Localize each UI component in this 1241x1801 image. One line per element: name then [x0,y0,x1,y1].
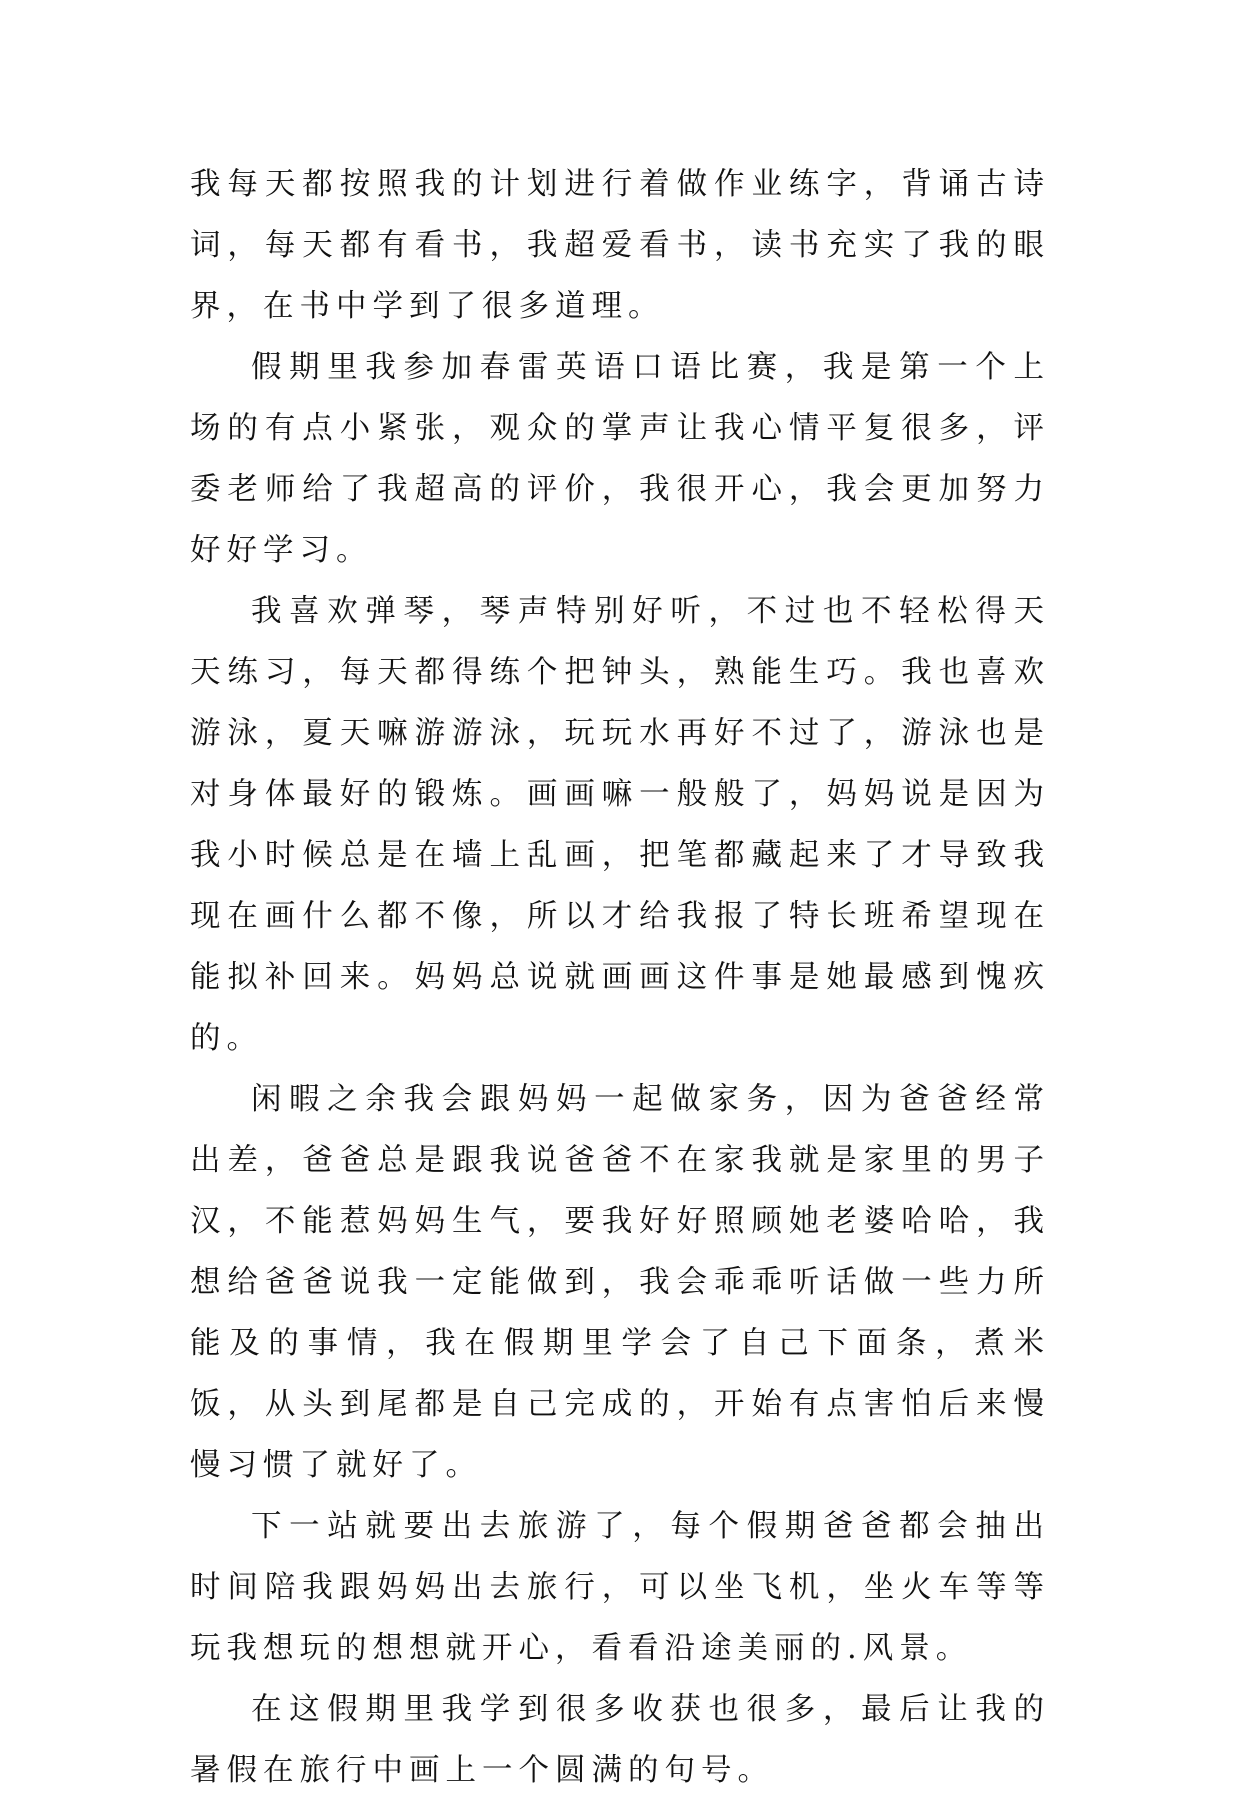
paragraph-english-contest: 假期里我参加春雷英语口语比赛，我是第一个上场的有点小紧张，观众的掌声让我心情平复很多，评委老师给了我超高的评价，我很开心，我会更加努力好好学习。 [190,350,1050,568]
paragraph-hobbies: 我喜欢弹琴，琴声特别好听，不过也不轻松得天天练习，每天都得练个把钟头，熟能生巧。我也喜欢游泳，夏天嘛游游泳，玩玩水再好不过了，游泳也是对身体最好的锻炼。画画嘛一般般了，妈妈说是因为我小时候总是在墙上乱画，把笔都藏起来了才导致我现在画什么都不像，所以才给我报了特长班希望现在能拟补回来。妈妈总说就画画这件事是她最感到愧疚的。 [190,594,1050,1056]
paragraph-travel: 下一站就要出去旅游了，每个假期爸爸都会抽出时间陪我跟妈妈出去旅行，可以坐飞机，坐火车等等玩我想玩的想想就开心，看看沿途美丽的.风景。 [190,1509,1050,1666]
paragraph-housework: 闲暇之余我会跟妈妈一起做家务，因为爸爸经常出差，爸爸总是跟我说爸爸不在家我就是家里的男子汉，不能惹妈妈生气，要我好好照顾她老婆哈哈，我想给爸爸说我一定能做到，我会乖乖听话做一些力所能及的事情，我在假期里学会了自己下面条，煮米饭，从头到尾都是自己完成的，开始有点害怕后来慢慢习惯了就好了。 [190,1082,1050,1483]
document-body [190,154,1050,1801]
paragraph-daily-plan: 我每天都按照我的计划进行着做作业练字，背诵古诗词，每天都有看书，我超爱看书，读书充实了我的眼界，在书中学到了很多道理。 [190,167,1050,324]
paragraph-conclusion: 在这假期里我学到很多收获也很多，最后让我的暑假在旅行中画上一个圆满的句号。 [190,1692,1050,1788]
